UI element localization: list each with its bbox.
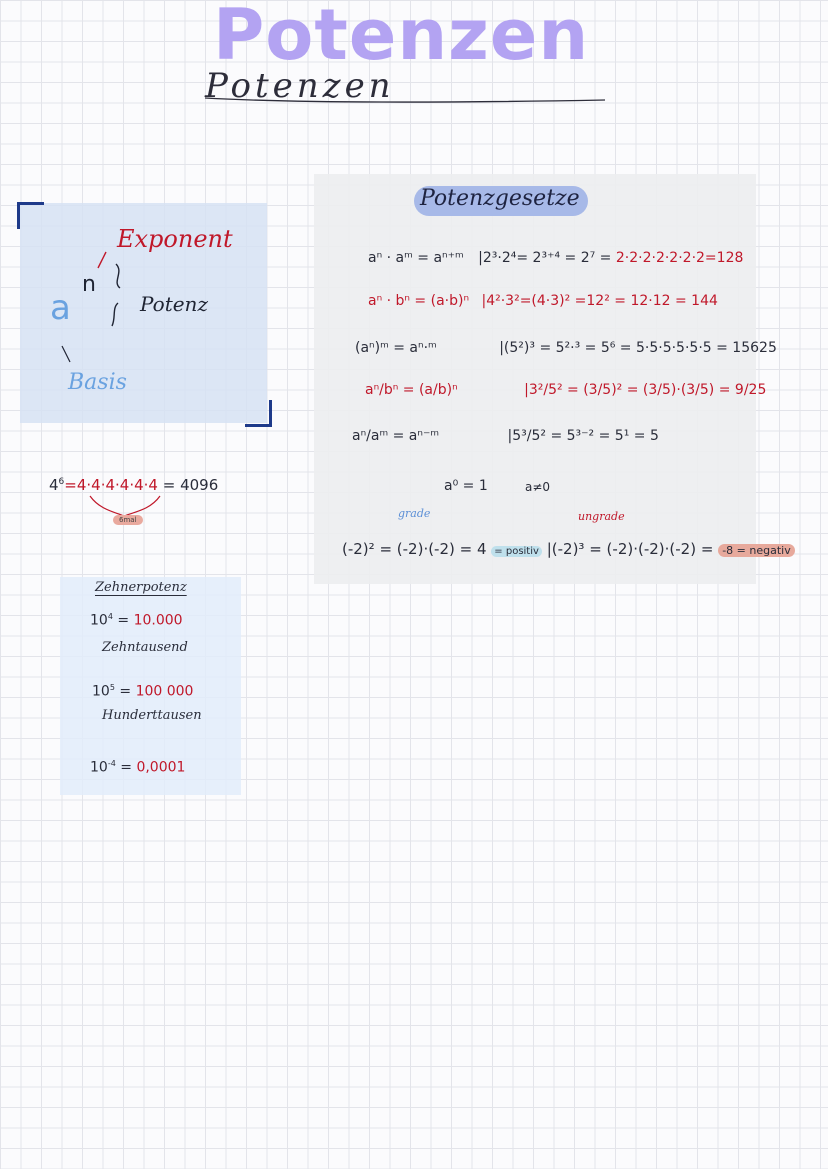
example-base: 4	[49, 476, 59, 494]
zehner-eq: =	[119, 683, 132, 700]
law-rule: aⁿ · aᵐ = aⁿ⁺ᵐ	[368, 250, 464, 266]
zehner-exp: 4	[107, 612, 113, 621]
potenzgesetze-card	[314, 174, 756, 584]
law-rule: (aⁿ)ᵐ = aⁿ·ᵐ	[355, 340, 437, 356]
zehner-item-1	[90, 612, 183, 629]
exponent-label: Exponent	[117, 225, 233, 253]
zero-exponent-rule: a⁰ = 1	[444, 478, 488, 494]
zehner-exp: -4	[107, 759, 116, 768]
zehner-base: 10	[92, 683, 110, 700]
example-multiplication: =4·4·4·4·4·4	[64, 476, 158, 494]
even-example: (-2)² = (-2)·(-2) = 4	[342, 540, 487, 558]
law-row-4	[365, 382, 766, 398]
zehner-word-1: Zehntausend	[102, 640, 188, 655]
zehnerpotenz-heading: Zehnerpotenz	[95, 580, 187, 595]
potenz-label: Potenz	[140, 292, 208, 316]
title-main: Potenzen	[213, 0, 590, 76]
law-rule: aⁿ/aᵐ = aⁿ⁻ᵐ	[352, 428, 440, 444]
odd-label: ungrade	[578, 510, 625, 523]
law-example: |4²·3²=(4·3)²	[481, 293, 575, 309]
example-result: = 4096	[162, 476, 219, 494]
law-example: |(5²)³ = 5²·³ = 5⁶ = 5·5·5·5·5·5 = 15625	[499, 340, 777, 356]
power-example	[49, 476, 218, 494]
title-script: Potenzen	[205, 66, 395, 106]
zehner-exp: 5	[109, 683, 115, 692]
law-example-result: 9/25	[734, 382, 767, 398]
zehner-base: 10	[90, 759, 108, 776]
law-rule: aⁿ · bⁿ = (a·b)ⁿ	[368, 293, 470, 309]
example-exponent: 6	[58, 477, 65, 487]
zehner-value: 100 000	[135, 683, 194, 700]
zehner-eq: =	[117, 612, 130, 629]
zehner-word-2: Hunderttausen	[102, 708, 202, 723]
zehner-value: 10.000	[133, 612, 183, 629]
even-result: = positiv	[491, 546, 542, 557]
law-row-2	[368, 293, 718, 309]
odd-example: |(-2)³ = (-2)·(-2)·(-2) =	[546, 540, 714, 558]
zehner-item-3	[90, 759, 185, 776]
law-example: |5³/5² = 5³⁻² = 5¹ = 5	[507, 428, 659, 444]
law-example-result: =12² = 12·12 = 144	[574, 293, 718, 309]
zero-exponent-condition: a≠0	[525, 480, 551, 494]
law-example: |2³·2⁴= 2³⁺⁴ = 2⁷ =	[478, 250, 616, 266]
law-rule: aⁿ/bⁿ = (a/b)ⁿ	[365, 382, 458, 398]
exponent-letter: n	[82, 272, 96, 297]
even-label: grade	[398, 507, 431, 520]
sign-rule-row	[342, 540, 795, 558]
basis-label: Basis	[68, 370, 127, 395]
odd-result: -8 = negativ	[718, 544, 795, 557]
law-row-3	[355, 340, 777, 356]
law-row-5	[352, 428, 659, 444]
power-card-pointer-lines	[0, 0, 300, 430]
zehner-value: 0,0001	[136, 759, 186, 776]
law-row-1	[368, 250, 743, 266]
base-letter: a	[50, 288, 71, 328]
zehner-base: 10	[90, 612, 108, 629]
law-example-result: 2·2·2·2·2·2·2=128	[615, 250, 744, 266]
times-count-badge: 6mal	[113, 515, 143, 525]
zehner-eq: =	[120, 759, 132, 776]
zehner-item-2	[92, 683, 193, 700]
law-example: |3²/5² = (3/5)² = (3/5)·(3/5) =	[524, 382, 735, 398]
potenzgesetze-title: Potenzgesetze	[420, 186, 580, 211]
